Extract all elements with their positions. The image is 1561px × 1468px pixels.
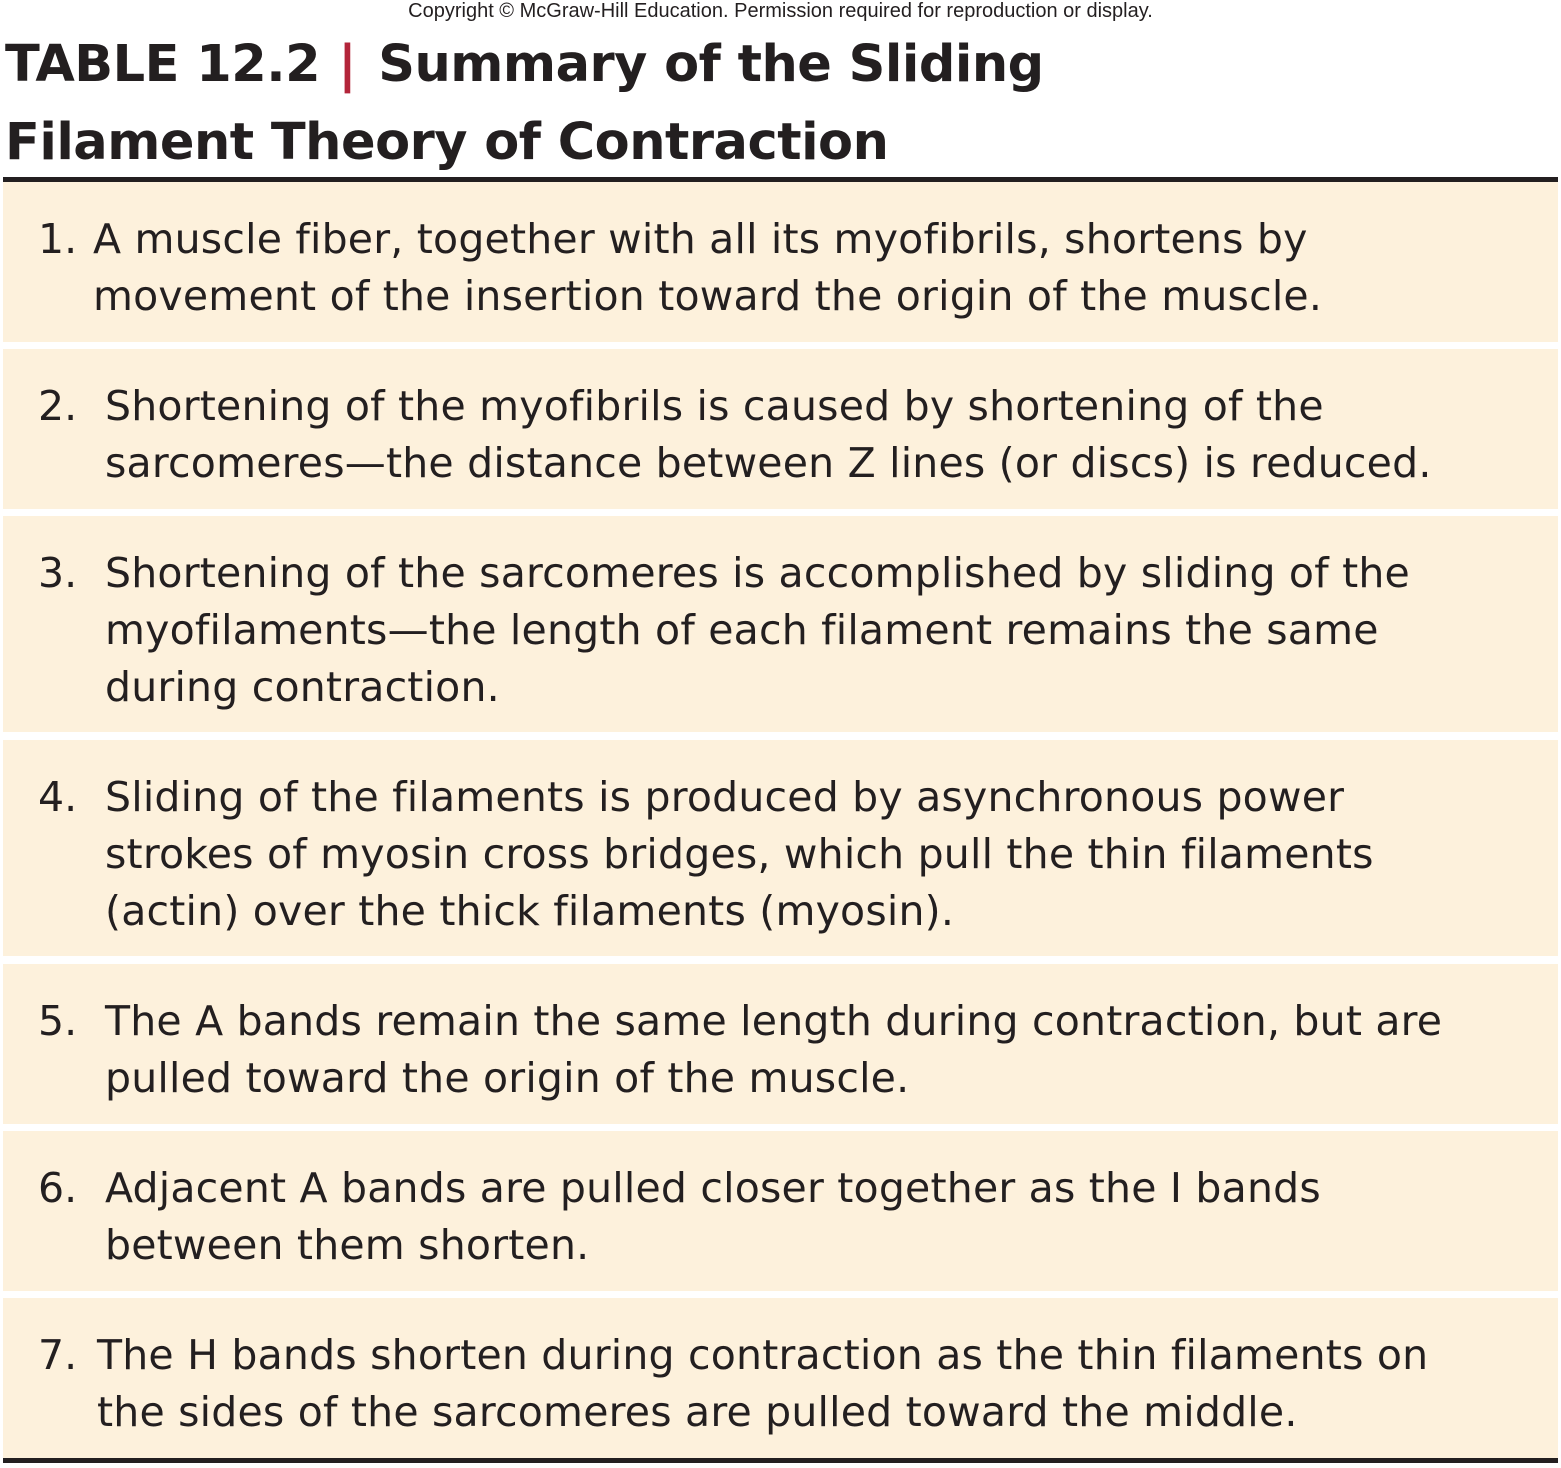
table-row bbox=[3, 182, 1558, 342]
table-row bbox=[3, 1131, 1558, 1291]
copyright-notice: Copyright © McGraw-Hill Education. Permission required for reproduction or display. bbox=[408, 0, 1153, 22]
table-title-text: Summary of the Sliding bbox=[378, 35, 1044, 94]
row-number: 6. bbox=[38, 1164, 78, 1212]
table-title bbox=[5, 26, 1205, 182]
table-row bbox=[3, 964, 1558, 1124]
row-number: 5. bbox=[38, 997, 78, 1045]
row-text: A muscle fiber, together with all its myofibrils, shortens by movement of the insertion toward the origin of the muscle. bbox=[93, 215, 1323, 320]
row-number: 3. bbox=[38, 549, 78, 597]
row-text: Shortening of the myofibrils is caused by shortening of the sarcomeres—the distance between Z lines (or discs) is reduced. bbox=[105, 382, 1432, 487]
table-row bbox=[3, 740, 1558, 956]
row-number: 1. bbox=[38, 215, 78, 263]
table-row bbox=[3, 1298, 1558, 1458]
row-text: Adjacent A bands are pulled closer together as the I bands between them shorten. bbox=[105, 1164, 1321, 1269]
row-text: Shortening of the sarcomeres is accomplished by sliding of the myofilaments—the length of each filament remains the same during contraction. bbox=[105, 549, 1410, 711]
row-text: The A bands remain the same length during contraction, but are pulled toward the origin of the muscle. bbox=[105, 997, 1443, 1102]
table-title-line-1 bbox=[5, 26, 1205, 104]
table-row bbox=[3, 349, 1558, 509]
title-separator: | bbox=[338, 35, 357, 94]
row-number: 7. bbox=[38, 1331, 78, 1379]
row-number: 4. bbox=[38, 773, 78, 821]
row-text: Sliding of the filaments is produced by asynchronous power strokes of myosin cross bridges, which pull the thin filaments (actin) over the thick filaments (myosin). bbox=[105, 773, 1374, 935]
row-text: The H bands shorten during contraction as the thin filaments on the sides of the sarcomeres are pulled toward the middle. bbox=[97, 1331, 1429, 1436]
table-bottom-rule bbox=[3, 1458, 1558, 1463]
table-label: TABLE 12.2 bbox=[5, 35, 321, 94]
row-number: 2. bbox=[38, 382, 78, 430]
table-row bbox=[3, 516, 1558, 732]
table-title-line-2: Filament Theory of Contraction bbox=[5, 113, 889, 172]
